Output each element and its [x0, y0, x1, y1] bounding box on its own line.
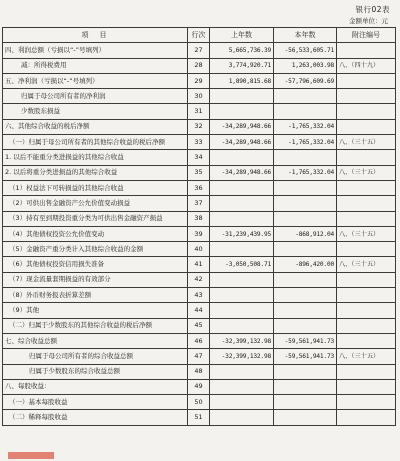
current-year-amount: -59,561,941.73 [274, 333, 337, 348]
column-header-item: 项 目 [3, 28, 188, 43]
current-year-amount: -1,765,332.04 [274, 165, 337, 180]
row-item-label: 1. 以后不能重分类进损益的其他综合收益 [3, 150, 188, 165]
table-body [3, 43, 396, 425]
current-year-amount: -59,561,941.73 [274, 349, 337, 364]
row-number: 30 [188, 89, 210, 104]
column-header-note: 附注编号 [337, 28, 396, 43]
prior-year-amount: 1,890,815.68 [210, 73, 274, 88]
note-reference [337, 318, 396, 333]
table-row [3, 379, 396, 394]
row-number: 34 [188, 150, 210, 165]
table-row [3, 58, 396, 73]
prior-year-amount [210, 410, 274, 425]
note-reference: 八、（三十五） [337, 257, 396, 272]
current-year-amount: -1,765,332.04 [274, 135, 337, 150]
row-item-label: 归属于母公司所有者的净利润 [3, 89, 188, 104]
note-reference [337, 303, 396, 318]
table-row [3, 364, 396, 379]
prior-year-amount [210, 89, 274, 104]
prior-year-amount [210, 364, 274, 379]
form-code: 银行02表 [355, 5, 390, 14]
row-item-label: （9）其他 [3, 303, 188, 318]
note-reference [337, 242, 396, 257]
table-row [3, 73, 396, 88]
row-item-label: 六、其他综合收益的税后净额 [3, 119, 188, 134]
current-year-amount [274, 196, 337, 211]
row-number: 43 [188, 288, 210, 303]
income-statement-table [2, 27, 396, 426]
row-item-label: （一）基本每股收益 [3, 395, 188, 410]
prior-year-amount [210, 196, 274, 211]
row-item-label: （8）外币财务报表折算差额 [3, 288, 188, 303]
row-number: 50 [188, 395, 210, 410]
row-item-label: 少数股东损益 [3, 104, 188, 119]
row-item-label: 八、每股收益： [3, 379, 188, 394]
table-row [3, 349, 396, 364]
note-reference [337, 104, 396, 119]
row-number: 48 [188, 364, 210, 379]
note-reference: 八、（三十五） [337, 165, 396, 180]
table-row [3, 333, 396, 348]
prior-year-amount: -3,050,508.71 [210, 257, 274, 272]
table-row [3, 150, 396, 165]
prior-year-amount: 3,774,920.71 [210, 58, 274, 73]
row-number: 41 [188, 257, 210, 272]
note-reference [337, 150, 396, 165]
row-item-label: 归属于母公司所有者的综合收益总额 [3, 349, 188, 364]
current-year-amount [274, 379, 337, 394]
current-year-amount [274, 104, 337, 119]
amount-unit: 金额单位：元 [349, 17, 388, 25]
row-item-label: 归属于少数股东的综合收益总额 [3, 364, 188, 379]
column-header-prior-year: 上年数 [210, 28, 274, 43]
prior-year-amount [210, 242, 274, 257]
note-reference [337, 196, 396, 211]
note-reference: 八、（三十五） [337, 226, 396, 241]
table-header-row [3, 28, 396, 43]
row-item-label: （二）归属于少数股东的其他综合收益的税后净额 [3, 318, 188, 333]
note-reference [337, 180, 396, 195]
row-number: 42 [188, 272, 210, 287]
note-reference [337, 119, 396, 134]
row-number: 28 [188, 58, 210, 73]
row-number: 33 [188, 135, 210, 150]
row-item-label: 五、净利润（亏损以“-”号填列） [3, 73, 188, 88]
table-row [3, 196, 396, 211]
prior-year-amount [210, 180, 274, 195]
row-number: 37 [188, 196, 210, 211]
prior-year-amount [210, 104, 274, 119]
note-reference [337, 211, 396, 226]
current-year-amount [274, 211, 337, 226]
table-row [3, 272, 396, 287]
row-item-label: （2）可供出售金融资产公允价值变动损益 [3, 196, 188, 211]
table-row [3, 410, 396, 425]
prior-year-amount [210, 272, 274, 287]
prior-year-amount: -34,289,948.66 [210, 165, 274, 180]
column-header-current-year: 本年数 [274, 28, 337, 43]
row-item-label: 减：所得税费用 [3, 58, 188, 73]
row-item-label: （7）现金流量套期损益的有效部分 [3, 272, 188, 287]
note-reference [337, 43, 396, 58]
row-item-label: 七、综合收益总额 [3, 333, 188, 348]
note-reference [337, 288, 396, 303]
current-year-amount: -1,765,332.04 [274, 119, 337, 134]
current-year-amount [274, 410, 337, 425]
prior-year-amount: -32,399,132.98 [210, 349, 274, 364]
row-item-label: （二）稀释每股收益 [3, 410, 188, 425]
row-number: 39 [188, 226, 210, 241]
table-row [3, 180, 396, 195]
prior-year-amount [210, 303, 274, 318]
prior-year-amount [210, 288, 274, 303]
current-year-amount [274, 395, 337, 410]
prior-year-amount: -34,289,948.66 [210, 135, 274, 150]
prior-year-amount [210, 211, 274, 226]
row-number: 47 [188, 349, 210, 364]
row-number: 32 [188, 119, 210, 134]
note-reference: 八、（三十五） [337, 135, 396, 150]
current-year-amount [274, 364, 337, 379]
row-item-label: （4）其他债权投资公允价值变动 [3, 226, 188, 241]
prior-year-amount [210, 379, 274, 394]
table-row [3, 288, 396, 303]
table-row [3, 395, 396, 410]
prior-year-amount [210, 395, 274, 410]
row-item-label: 四、利润总额（亏损以“-”号填列） [3, 43, 188, 58]
table-row [3, 318, 396, 333]
table-row [3, 135, 396, 150]
row-item-label: （6）其他债权投资信用损失准备 [3, 257, 188, 272]
row-number: 31 [188, 104, 210, 119]
row-number: 29 [188, 73, 210, 88]
note-reference [337, 410, 396, 425]
row-item-label: （3）持有至到期投资重分类为可供出售金融资产损益 [3, 211, 188, 226]
current-year-amount [274, 89, 337, 104]
current-year-amount [274, 288, 337, 303]
current-year-amount [274, 318, 337, 333]
row-number: 36 [188, 180, 210, 195]
current-year-amount [274, 242, 337, 257]
note-reference [337, 89, 396, 104]
note-reference [337, 272, 396, 287]
row-item-label: 2. 以后将重分类进损益的其他综合收益 [3, 165, 188, 180]
note-reference [337, 395, 396, 410]
current-year-amount [274, 150, 337, 165]
row-number: 44 [188, 303, 210, 318]
prior-year-amount [210, 318, 274, 333]
note-reference [337, 379, 396, 394]
note-reference: 八、（四十九） [337, 58, 396, 73]
prior-year-amount: -32,399,132.98 [210, 333, 274, 348]
prior-year-amount: -34,289,948.66 [210, 119, 274, 134]
note-reference [337, 73, 396, 88]
prior-year-amount [210, 150, 274, 165]
current-year-amount: -57,796,609.69 [274, 73, 337, 88]
row-number: 51 [188, 410, 210, 425]
note-reference [337, 364, 396, 379]
table-row [3, 242, 396, 257]
current-year-amount: -868,912.04 [274, 226, 337, 241]
table-row [3, 104, 396, 119]
current-year-amount: 1,263,003.98 [274, 58, 337, 73]
row-item-label: （1）权益法下可转损益的其他综合收益 [3, 180, 188, 195]
prior-year-amount: -31,239,439.95 [210, 226, 274, 241]
current-year-amount [274, 272, 337, 287]
note-reference: 八、（三十五） [337, 349, 396, 364]
page-edge-mark [8, 452, 54, 459]
current-year-amount: -896,420.00 [274, 257, 337, 272]
note-reference [337, 333, 396, 348]
table-row [3, 89, 396, 104]
table-row [3, 226, 396, 241]
row-number: 38 [188, 211, 210, 226]
table-row [3, 119, 396, 134]
current-year-amount [274, 180, 337, 195]
row-number: 46 [188, 333, 210, 348]
current-year-amount: -56,533,605.71 [274, 43, 337, 58]
table-row [3, 211, 396, 226]
table-row [3, 165, 396, 180]
row-number: 49 [188, 379, 210, 394]
current-year-amount [274, 303, 337, 318]
table-row [3, 257, 396, 272]
column-header-row-no: 行次 [188, 28, 210, 43]
prior-year-amount: 5,665,736.39 [210, 43, 274, 58]
row-item-label: （5）金融资产重分类计入其他综合收益的金额 [3, 242, 188, 257]
table-row [3, 303, 396, 318]
table-row [3, 43, 396, 58]
row-number: 45 [188, 318, 210, 333]
row-number: 35 [188, 165, 210, 180]
row-number: 27 [188, 43, 210, 58]
row-item-label: （一）归属于母公司所有者的其他综合收益的税后净额 [3, 135, 188, 150]
row-number: 40 [188, 242, 210, 257]
